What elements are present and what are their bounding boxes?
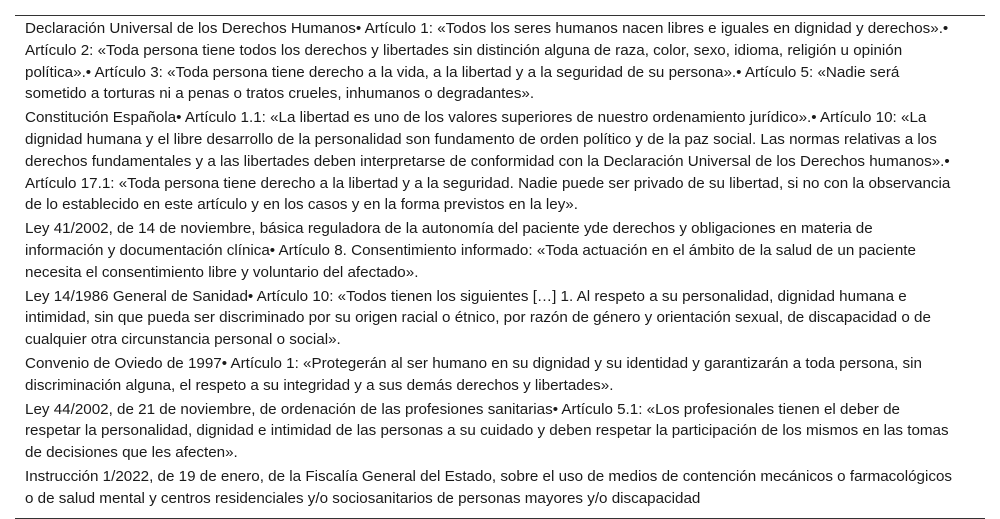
row-ley-14-1986: Ley 14/1986 General de Sanidad• Artículo 10: «Todos tienen los siguientes […] 1. Al respeto a su personalidad, dignidad humana e intimidad, sin que pueda ser discriminado por su origen racial o étnico, por razón de género y orientación sexual, de discapacidad o de cualquier otra circunstancia personal o social». [25, 287, 931, 349]
row-ley-44-2002: Ley 44/2002, de 21 de noviembre, de ordenación de las profesiones sanitarias• Artículo 5.1: «Los profesionales tienen el deber de respetar la personalidad, dignidad e intimidad de las personas a su cuidado y deben respetar la participación de los mismos en las tomas de decisiones que les afecten». [25, 400, 949, 462]
row-instruccion-1-2022: Instrucción 1/2022, de 19 de enero, de la Fiscalía General del Estado, sobre el uso de medios de contención mecánicos o farmacológicos o de salud mental y centros residenciales y/o sociosanitarios de personas mayores y/o discapacidad [25, 467, 952, 507]
row-convenio-oviedo: Convenio de Oviedo de 1997• Artículo 1: «Protegerán al ser humano en su dignidad y su identidad y garantizarán a toda persona, sin discriminación alguna, el respeto a su integridad y a sus demás derechos y libertades». [25, 354, 922, 394]
legal-framework-table [15, 15, 985, 519]
row-declaracion-universal: Declaración Universal de los Derechos Humanos• Artículo 1: «Todos los seres humanos nacen libres e iguales en dignidad y derechos».• Artículo 2: «Toda persona tiene todos los derechos y libertades sin distinción alguna de raza, color, sexo, idioma, religión u opinión política».• Artículo 3: «Toda persona tiene derecho a la vida, a la libertad y a la seguridad de su persona».• Artículo 5: «Nadie será sometido a torturas ni a penas o tratos crueles, inhumanos o degradantes». [25, 20, 949, 103]
row-ley-41-2002: Ley 41/2002, de 14 de noviembre, básica reguladora de la autonomía del paciente yde derechos y obligaciones en materia de información y documentación clínica• Artículo 8. Consentimiento informado: «Toda actuación en el ámbito de la salud de un paciente necesita el consentimiento libre y voluntario del afectado». [25, 220, 916, 281]
row-constitucion-espanola: Constitución Española• Artículo 1.1: «La libertad es uno de los valores superiores de nuestro ordenamiento jurídico».• Artículo 10: «La dignidad humana y el libre desarrollo de la personalidad son fundamento de orden político y de la paz social. Las normas relativas a los derechos fundamentales y a las libertades deben interpretarse de conformidad con la Declaración Universal de los Derechos humanos».• Artículo 17.1: «Toda persona tiene derecho a la libertad y a la seguridad. Nadie puede ser privado de su libertad, si no con la observancia de lo establecido en este artículo y en los casos y en la forma previstos en la ley». [25, 109, 951, 214]
